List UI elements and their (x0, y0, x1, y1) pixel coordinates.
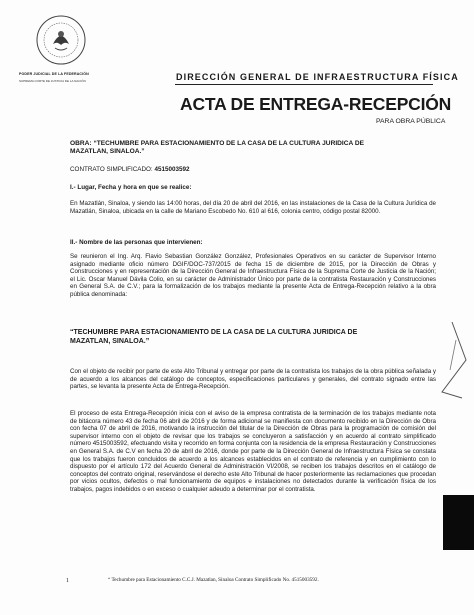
obra-line-2: MAZATLAN, SINALOA.” (70, 148, 145, 156)
contract-number: 4515003592 (154, 166, 190, 173)
contract-label: CONTRATO SIMPLIFICADO: (70, 166, 153, 173)
obra-repeat-line-2: MAZATLAN, SINALOA.” (70, 338, 150, 345)
obra-name (70, 140, 434, 157)
obra-line-1: OBRA: “TECHUMBRE PARA ESTACIONAMIENTO DE LA CASA DE LA CULTURA JURIDICA DE (70, 140, 365, 147)
header-divider (175, 84, 433, 85)
section1-heading: I.- Lugar, Fecha y hora en que se realice: (70, 184, 192, 191)
margin-signature-mark (432, 320, 472, 400)
department-title: DIRECCIÓN GENERAL DE INFRAESTRUCTURA FÍSICA (176, 72, 459, 82)
footnote: “ Techumbre para Estacionamiento C.C.J. Mazatlan, Sinaloa Contrato Simplificado No. 4515003592. (108, 577, 319, 583)
page-number: 1 (66, 578, 69, 584)
document-title: ACTA DE ENTREGA-RECEPCIÓN (180, 94, 452, 114)
section2-heading: II.- Nombre de las personas que intervienen: (70, 239, 203, 246)
paragraph-process: El proceso de esta Entrega-Recepción inicia con el aviso de la empresa contratista de la terminación de los trabajos mediante nota de bitácora número 43 de fecha 06 abril de 2016 y de forma adicional se manifiesta con documento recibido en la Dirección de Obra con fecha 07 de abril de 2016, motivando la instrucción del titular de la Dirección de Obras para la programación de comisión del supervisor interno con el objeto de revisar que los trabajos se concluyeron a satisfacción y en acuerdo al contrato simplificado número 4515003592, efectuando visita y recorrido en forma conjunta con la residencia de la empresa Restauración y Construcciones en General S.A. de C.V en fecha 20 de abril de 2016, donde por parte de la Dirección General de Infraestructura Física se constata que los trabajos fueron concluidos de acuerdo a los alcances establecidos en el contrato de referencia y en cumplimiento con lo dispuesto por el artículo 172 del Acuerdo General de Administración VI/2008, se reciben los trabajos descritos en el catálogo de conceptos del contrato original, reservándose el derecho este Alto Tribunal de hacer posteriormente las reclamaciones que procedan por vicios ocultos, defectos o mal funcionamiento de equipos e instalaciones no detectados durante la verificación física de los trabajos, pagos indebidos o en exceso o cualquier adeudo a determinar por el contratista. (70, 410, 436, 493)
paragraph-objective: Con el objeto de recibir por parte de este Alto Tribunal y entregar por parte de la contratista los trabajos de la obra pública señalada y de acuerdo a los alcances del catálogo de conceptos, especificaciones particulares y generales, del contrato signado entre las partes, se levanta la presente Acta de Entrega-Recepción. (70, 368, 436, 391)
section2-text: Se reunieron el Ing. Arq. Flavio Sebastian González González, Profesionales Operativos en su carácter de Supervisor Interno asignado mediante oficio número DGIF/DOC-737/2015 de fecha 15 de diciembre de 2015, por la Dirección de Obras y Construcciones y en representación de la Dirección General de Infraestructura Física de la Suprema Corte de Justicia de la Nación; el Lic. Oscar Manuel Dávila Colio, en su carácter de Administrador Único por parte de la contratista Restauración y Construcciones en General S.A. de C.V.; para la formalización de los trabajos mediante la presente Acta de Entrega-Recepción relativo a la obra pública denominada: (70, 253, 436, 298)
document-subtitle: PARA OBRA PÚBLICA (376, 118, 446, 125)
obra-repeat-line-1: “TECHUMBRE PARA ESTACIONAMIENTO DE LA CASA DE LA CULTURA JURIDICA DE (70, 329, 358, 336)
section1-text: En Mazatlán, Sinaloa, y siendo las 14:00 horas, del día 20 de abril del 2016, en las instalaciones de la Casa de la Cultura Jurídica de Mazatlán, Sinaloa, ubicada en la calle de Mariano Escobedo No. 610 al 616, colonia centro, código postal 82000. (70, 200, 436, 215)
org-name: PODER JUDICIAL DE LA FEDERACIÓN (19, 72, 89, 76)
obra-repeat (70, 328, 434, 346)
contract-line (70, 166, 189, 173)
coat-of-arms-seal-icon (35, 14, 87, 66)
org-subname: SUPREMA CORTE DE JUSTICIA DE LA NACIÓN (19, 79, 86, 83)
redaction-block (443, 495, 474, 550)
